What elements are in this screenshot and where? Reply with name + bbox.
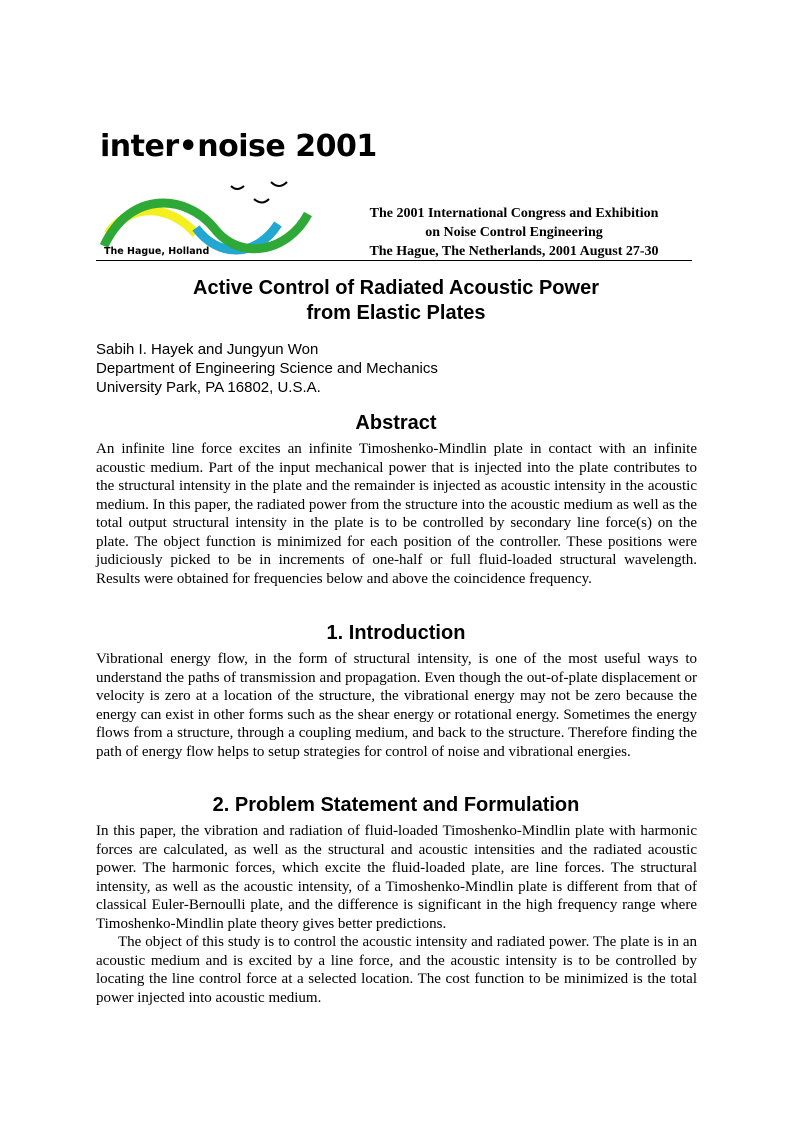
smile-mark-3 [254, 199, 269, 203]
conference-info [338, 204, 690, 261]
introduction-paragraph: Vibrational energy flow, in the form of structural intensity, is one of the most useful ways to understand the paths of transmission and propagation. Even though the out-of-plate displacement or velocity is zero at a location of the structure, the vibrational energy may not be zero because the energy can exist in other forms such as the shear energy or rotational energy. Sometimes the energy flows from a structure, through a coupling medium, and back to the structure. Therefore finding the path of energy flow helps to setup strategies for control of noise and vibrational energies. [96, 651, 697, 760]
logo-place-label: The Hague, Holland [104, 246, 210, 257]
title-line-1: Active Control of Radiated Acoustic Power [193, 277, 599, 299]
abstract-paragraph: An infinite line force excites an infinite Timoshenko-Mindlin plate in contact with an infinite acoustic medium. Part of the input mechanical power that is injected into the plate contributes to the structural intensity in the plate and the remainder is injected as acoustic intensity in the acoustic medium. In this paper, the radiated power from the structure into the acoustic medium as well as the total output structural intensity in the plate is to be controlled by secondary line force(s) on the plate. The object function is minimized for each position of the controller. These positions were judiciously picked to be in increments of one-half or full fluid-loaded structural wavelength. Results were obtained for frequencies below and above the coincidence frequency. [96, 441, 697, 587]
section-2-text [96, 822, 697, 1007]
section-1-text [96, 650, 697, 761]
problem-paragraph-2: The object of this study is to control the acoustic intensity and radiated power. The plate is in an acoustic medium and is excited by a line force, and the acoustic intensity is to be controlled by locating the line control force at a selected location. The cost function to be minimized is the total power injected into acoustic medium. [96, 934, 697, 1006]
conference-logo [100, 129, 377, 260]
conference-line-3: The Hague, The Netherlands, 2001 August 27-30 [369, 244, 659, 259]
smile-mark-1 [231, 186, 244, 189]
paper-title [96, 276, 696, 326]
smile-mark-2 [271, 182, 287, 186]
author-names: Sabih I. Hayek and Jungyun Won [96, 341, 319, 358]
abstract-text [96, 440, 697, 588]
section-1-heading: 1. Introduction [326, 622, 466, 644]
author-address: University Park, PA 16802, U.S.A. [96, 379, 321, 396]
conference-line-2: on Noise Control Engineering [425, 225, 603, 240]
author-block [96, 340, 438, 397]
section-2-heading: 2. Problem Statement and Formulation [212, 794, 580, 816]
problem-paragraph-1: In this paper, the vibration and radiation of fluid-loaded Timoshenko-Mindlin plate with harmonic forces are calculated, as well as the structural and acoustic intensities and the radiated acoustic power. The harmonic forces, which excite the fluid-loaded plate, are line forces. The structural intensity, as well as the acoustic intensity, of a Timoshenko-Mindlin plate is different from that of classical Euler-Bernoulli plate, and the difference is significant in the high frequency range where Timoshenko-Mindlin plate theory gives better predictions. [96, 823, 697, 932]
title-line-2: from Elastic Plates [306, 302, 486, 324]
conference-line-1: The 2001 International Congress and Exhibition [369, 206, 659, 221]
header-divider [96, 260, 692, 261]
abstract-heading: Abstract [355, 412, 437, 434]
author-department: Department of Engineering Science and Mechanics [96, 360, 438, 377]
logo-wordmark: inter•noise 2001 [100, 129, 377, 164]
